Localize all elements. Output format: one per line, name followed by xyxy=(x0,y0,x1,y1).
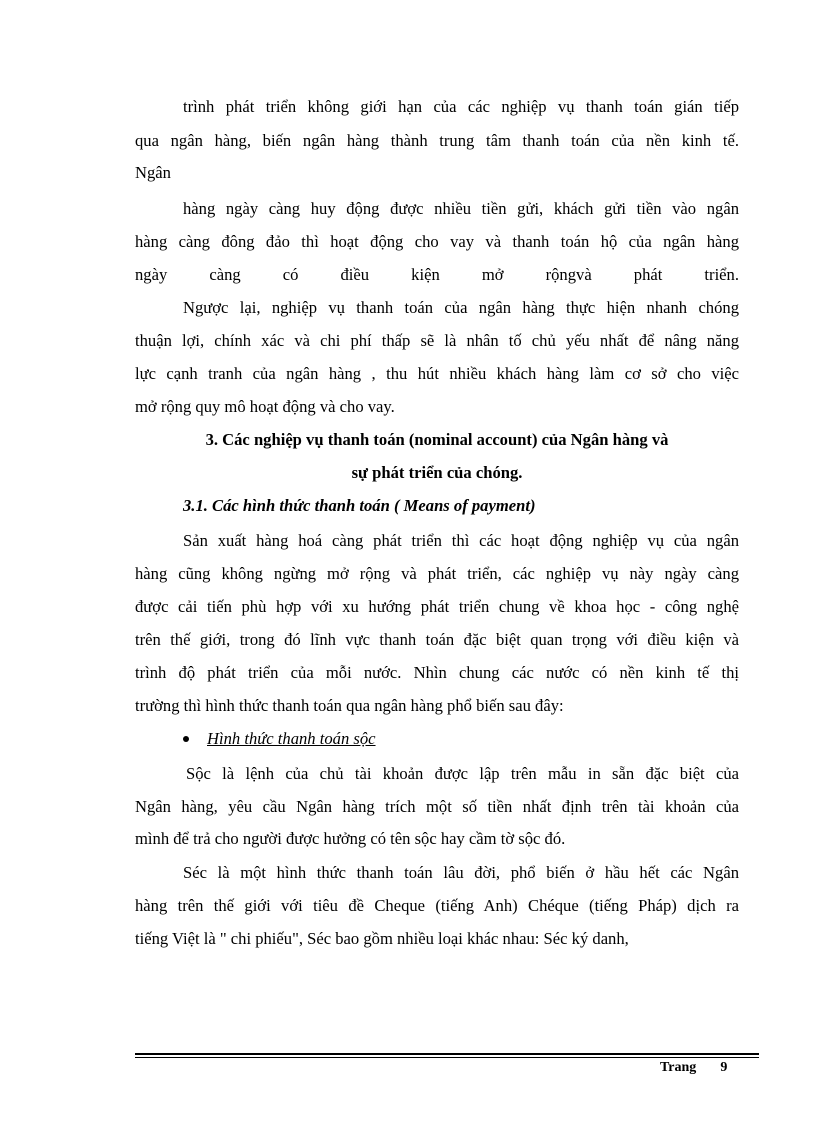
footer-rule-thin xyxy=(135,1057,759,1058)
paragraph-6-line-1: Séc là một hình thức thanh toán lâu đời, phổ biến ở hầu hết các Ngân xyxy=(183,863,739,882)
paragraph-4-line-3: được cải tiến phù hợp với xu hướng phát triển chung về khoa học - công nghệ xyxy=(135,597,739,616)
paragraph-1-line-1: trình phát triển không giới hạn của các nghiệp vụ thanh toán gián tiếp xyxy=(183,97,739,116)
paragraph-3-line-4: mở rộng quy mô hoạt động và cho vay. xyxy=(135,397,395,416)
paragraph-5-line-1: Sộc là lệnh của chủ tài khoản được lập trên mẫu in sẵn đặc biệt của xyxy=(186,764,739,783)
paragraph-2-line-1: hàng ngày càng huy động được nhiều tiền gửi, khách gửi tiền vào ngân xyxy=(183,199,739,218)
paragraph-3-line-3: lực cạnh tranh của ngân hàng , thu hút nhiều khách hàng làm cơ sở cho việc xyxy=(135,364,739,383)
paragraph-2-line-2: hàng càng đông đảo thì hoạt động cho vay và thanh toán hộ của ngân hàng xyxy=(135,232,739,251)
footer-page-number: 9 xyxy=(720,1060,728,1075)
paragraph-5-line-3: mình để trả cho người được hưởng có tên sộc hay cầm tờ sộc đó. xyxy=(135,829,566,848)
footer-rule-thick xyxy=(135,1053,759,1055)
paragraph-1-line-3: Ngân xyxy=(135,163,171,182)
paragraph-4-line-5: trình độ phát triển của mỗi nước. Nhìn chung các nước có nền kinh tế thị xyxy=(135,663,739,682)
bullet-item-text: Hình thức thanh toán sộc xyxy=(207,729,376,748)
paragraph-6-line-3: tiếng Việt là " chi phiếu", Séc bao gồm nhiều loại khác nhau: Séc ký danh, xyxy=(135,929,629,948)
paragraph-4-line-2: hàng cũng không ngừng mở rộng và phát triển, các nghiệp vụ này ngày càng xyxy=(135,564,739,583)
page-footer xyxy=(660,1059,750,1077)
bullet-list-item xyxy=(183,729,376,749)
paragraph-2-line-3: ngày càng có điều kiện mở rộngvà phát triển. xyxy=(135,265,739,284)
paragraph-4-line-1: Sản xuất hàng hoá càng phát triển thì các hoạt động nghiệp vụ của ngân xyxy=(183,531,739,550)
footer-page-label: Trang xyxy=(660,1060,697,1075)
paragraph-1-line-2: qua ngân hàng, biến ngân hàng thành trung tâm thanh toán của nền kinh tế. xyxy=(135,131,739,150)
paragraph-6-line-2: hàng trên thế giới với tiêu đề Cheque (tiếng Anh) Chéque (tiếng Pháp) dịch ra xyxy=(135,896,739,915)
paragraph-3-line-1: Ngược lại, nghiệp vụ thanh toán của ngân hàng thực hiện nhanh chóng xyxy=(183,298,739,317)
paragraph-4-line-6: trường thì hình thức thanh toán qua ngân hàng phổ biến sau đây: xyxy=(135,696,564,715)
section-heading-line-2: sự phát triển của chóng. xyxy=(351,463,523,482)
subsection-heading: 3.1. Các hình thức thanh toán ( Means of payment) xyxy=(183,496,536,515)
paragraph-5-line-2: Ngân hàng, yêu cầu Ngân hàng trích một số tiền nhất định trên tài khoản của xyxy=(135,797,739,816)
section-heading-line-1: 3. Các nghiệp vụ thanh toán (nominal account) của Ngân hàng và xyxy=(205,430,669,449)
paragraph-4-line-4: trên thế giới, trong đó lĩnh vực thanh toán đặc biệt quan trọng với điều kiện và xyxy=(135,630,739,649)
bullet-dot-icon xyxy=(183,736,189,742)
paragraph-3-line-2: thuận lợi, chính xác và chi phí thấp sẽ là nhân tố chủ yếu nhất để nâng năng xyxy=(135,331,739,350)
